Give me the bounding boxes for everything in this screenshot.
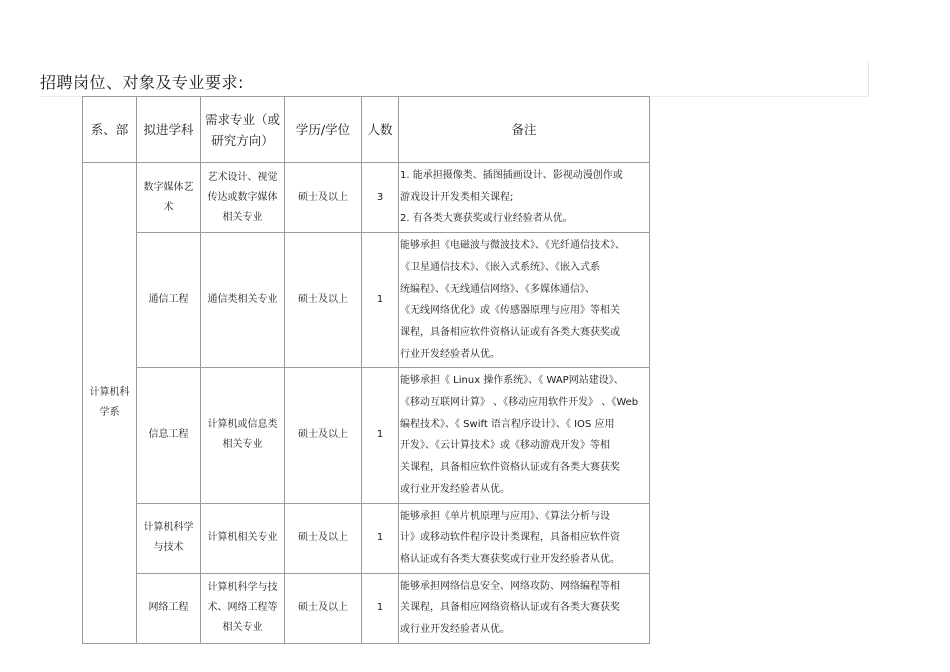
note-line: 统编程》、《无线通信网络》、《多媒体通信》、 — [400, 283, 595, 295]
major-cell: 通信类相关专业 — [201, 233, 285, 368]
header-degree: 学历/学位 — [285, 97, 362, 163]
page-heading: 招聘岗位、对象及专业要求: — [40, 73, 244, 92]
note-line: 或行业开发经验者从优。 — [400, 483, 510, 495]
note-line: 编程技术》、《 Swift 语言程序设计》、《 IOS 应用 — [400, 418, 615, 430]
note-line: 游戏设计开发类相关课程; — [400, 191, 514, 203]
note-cell — [399, 368, 650, 503]
note-line: 能够承担网络信息安全、网络攻防、网络编程等相 — [400, 580, 620, 592]
dept-cell: 计算机科学系 — [83, 163, 137, 644]
table-row — [83, 163, 650, 233]
recruitment-table — [82, 96, 650, 644]
discipline-cell: 网络工程 — [137, 573, 201, 643]
table-row — [83, 573, 650, 643]
discipline-cell: 信息工程 — [137, 368, 201, 503]
header-major: 需求专业（或研究方向） — [201, 97, 285, 163]
table-row — [83, 503, 650, 573]
discipline-cell: 通信工程 — [137, 233, 201, 368]
note-line: 能够承担《单片机原理与应用》、《算法分析与设 — [400, 510, 610, 522]
major-cell: 计算机科学与技术、网络工程等相关专业 — [201, 573, 285, 643]
header-dept: 系、部 — [83, 97, 137, 163]
degree-cell: 硕士及以上 — [285, 163, 362, 233]
note-line: 开发》、《云计算技术》或《移动游戏开发》等相 — [400, 440, 610, 452]
note-line: 《卫星通信技术》、《嵌入式系统》、《嵌入式系 — [400, 261, 600, 273]
note-line: 2. 有各类大赛获奖或行业经验者从优。 — [400, 213, 573, 225]
note-line: 《无线网络优化》或《传感器原理与应用》等相关 — [400, 305, 620, 317]
table-row — [83, 233, 650, 368]
note-cell — [399, 573, 650, 643]
degree-cell: 硕士及以上 — [285, 503, 362, 573]
note-cell — [399, 503, 650, 573]
count-cell: 1 — [362, 233, 399, 368]
count-cell: 1 — [362, 573, 399, 643]
count-cell: 1 — [362, 503, 399, 573]
note-cell — [399, 163, 650, 233]
note-line: 计》或移动软件程序设计类课程，具备相应软件资 — [400, 532, 620, 544]
note-line: 课程，具备相应软件资格认证或有各类大赛获奖或 — [400, 326, 620, 338]
note-cell — [399, 233, 650, 368]
note-line: 能够承担《电磁波与微波技术》、《光纤通信技术》、 — [400, 240, 625, 252]
header-discipline: 拟进学科 — [137, 97, 201, 163]
degree-cell: 硕士及以上 — [285, 233, 362, 368]
header-note: 备注 — [399, 97, 650, 163]
note-line: 关课程，具备相应软件资格认证或有各类大赛获奖 — [400, 462, 620, 474]
count-cell: 3 — [362, 163, 399, 233]
note-line: 关课程，具备相应网络资格认证或有各类大赛获奖 — [400, 602, 620, 614]
note-line: 或行业开发经验者从优。 — [400, 624, 510, 636]
note-line: 行业开发经验者从优。 — [400, 348, 500, 360]
note-line: 1. 能承担摄像类、插图插画设计、影视动漫创作或 — [400, 170, 623, 181]
header-row — [83, 97, 650, 163]
major-cell: 计算机或信息类相关专业 — [201, 368, 285, 503]
major-cell: 计算机相关专业 — [201, 503, 285, 573]
header-count: 人数 — [362, 97, 399, 163]
note-line: 能够承担《 Linux 操作系统》、《 WAP网站建设》、 — [400, 375, 624, 387]
note-line: 格认证或有各类大赛获奖或行业开发经验者从优。 — [400, 553, 620, 565]
discipline-cell: 计算机科学与技术 — [137, 503, 201, 573]
count-cell: 1 — [362, 368, 399, 503]
degree-cell: 硕士及以上 — [285, 368, 362, 503]
degree-cell: 硕士及以上 — [285, 573, 362, 643]
discipline-cell: 数字媒体艺术 — [137, 163, 201, 233]
table-row — [83, 368, 650, 503]
major-cell: 艺术设计、视觉传达或数字媒体相关专业 — [201, 163, 285, 233]
note-line: 《移动互联网计算》 、《移动应用软件开发》 、《Web — [400, 397, 639, 409]
